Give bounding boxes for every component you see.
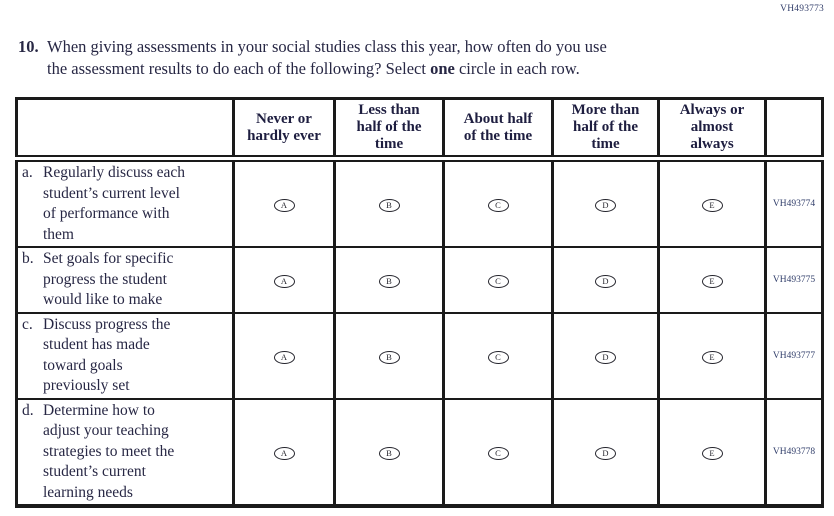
bubble-row-d-option-a[interactable]	[274, 447, 295, 460]
header-line: Less than	[358, 102, 420, 118]
column-header-always-or-almost-always	[659, 99, 766, 159]
row-text: Regularly discuss each student’s current level of performance with them	[43, 164, 186, 243]
bubble-row-c-option-e[interactable]	[702, 351, 723, 364]
row-letter: c.	[22, 315, 33, 333]
option-cell	[335, 159, 444, 248]
bubble-letter: D	[602, 447, 609, 458]
row-letter: a.	[22, 164, 33, 181]
option-cell	[553, 247, 659, 313]
header-line: More than	[571, 102, 640, 118]
option-cell	[444, 247, 553, 313]
row-label-b	[17, 247, 234, 313]
bubble-letter: A	[280, 351, 288, 362]
option-cell	[659, 159, 766, 248]
header-line: half of the	[573, 119, 638, 135]
column-header-about-half	[444, 99, 553, 159]
option-cell	[553, 313, 659, 399]
option-cell	[444, 399, 553, 507]
option-cell	[234, 247, 335, 313]
bubble-letter: D	[602, 351, 609, 362]
option-cell	[444, 159, 553, 248]
header-line: Never or	[256, 110, 312, 127]
row-code-d: VH493778	[766, 399, 823, 507]
option-cell	[553, 399, 659, 507]
option-cell	[659, 313, 766, 399]
row-label-a	[17, 159, 234, 248]
row-label-c	[17, 313, 234, 399]
option-cell	[444, 313, 553, 399]
page-form-code: VH493773	[780, 4, 824, 14]
header-line: About half	[463, 110, 533, 127]
column-header-less-than-half	[335, 99, 444, 159]
question-line-2-bold: one	[430, 59, 455, 78]
table-row-d	[17, 399, 823, 507]
option-cell	[553, 159, 659, 248]
bubble-row-d-option-e[interactable]	[702, 447, 723, 460]
row-label-d	[17, 399, 234, 507]
bubble-row-d-option-d[interactable]	[595, 447, 616, 460]
bubble-letter: C	[495, 447, 501, 458]
bubble-letter: E	[709, 351, 715, 362]
bubble-letter: B	[386, 351, 392, 362]
bubble-row-a-option-b[interactable]	[379, 199, 400, 212]
bubble-row-d-option-c[interactable]	[488, 447, 509, 460]
row-code-a: VH493774	[766, 159, 823, 248]
option-cell	[234, 313, 335, 399]
question-block	[18, 36, 778, 80]
bubble-row-b-option-d[interactable]	[595, 275, 616, 288]
question-line-2-pre: the assessment results to do each of the following? Select	[47, 59, 431, 78]
bubble-letter: A	[280, 200, 288, 210]
table-row-a	[17, 159, 823, 248]
bubble-row-c-option-c[interactable]	[488, 351, 509, 364]
bubble-letter: C	[495, 275, 501, 286]
question-line-1: When giving assessments in your social studies class this year, how often do you use	[47, 37, 607, 56]
bubble-row-c-option-d[interactable]	[595, 351, 616, 364]
table-row-c	[17, 313, 823, 399]
option-cell	[335, 399, 444, 507]
header-line: Always or	[679, 102, 745, 118]
header-code-empty	[766, 99, 823, 159]
header-line: always	[690, 136, 734, 152]
row-text: Set goals for specific progress the student would like to make	[43, 250, 174, 308]
header-line: half of the	[356, 119, 422, 135]
option-cell	[335, 247, 444, 313]
question-line-2	[47, 58, 607, 80]
bubble-row-b-option-b[interactable]	[379, 275, 400, 288]
option-cell	[659, 247, 766, 313]
bubble-row-c-option-a[interactable]	[274, 351, 295, 364]
header-stub-empty	[17, 99, 234, 159]
bubble-letter: E	[709, 447, 715, 458]
bubble-letter: D	[602, 275, 609, 286]
bubble-letter: B	[386, 447, 392, 458]
header-line: hardly ever	[247, 127, 321, 144]
bubble-row-a-option-c[interactable]	[488, 199, 509, 212]
bubble-letter: A	[280, 447, 288, 458]
header-row	[17, 99, 823, 159]
row-text: Determine how to adjust your teaching strategies to meet the student’s current learning needs	[43, 401, 175, 501]
bubble-letter: C	[495, 200, 501, 210]
option-cell	[234, 159, 335, 248]
header-line: of the time	[463, 127, 533, 144]
bubble-letter: B	[386, 275, 392, 286]
bubble-row-b-option-a[interactable]	[274, 275, 295, 288]
bubble-letter: E	[709, 200, 715, 210]
question-number: 10.	[18, 37, 39, 56]
header-line: time	[374, 136, 404, 152]
question-text	[47, 36, 607, 80]
question-line-2-post: circle in each row.	[454, 59, 580, 78]
bubble-letter: C	[495, 351, 501, 362]
row-code-b: VH493775	[766, 247, 823, 313]
row-letter: b.	[22, 250, 34, 267]
bubble-row-b-option-e[interactable]	[702, 275, 723, 288]
bubble-letter: D	[602, 200, 609, 210]
column-header-more-than-half	[553, 99, 659, 159]
option-cell	[335, 313, 444, 399]
header-line: time	[591, 136, 620, 152]
response-table	[15, 97, 824, 508]
bubble-row-c-option-b[interactable]	[379, 351, 400, 364]
bubble-row-a-option-a[interactable]	[274, 199, 295, 212]
option-cell	[659, 399, 766, 507]
bubble-row-a-option-d[interactable]	[595, 199, 616, 212]
bubble-letter: E	[709, 275, 715, 286]
bubble-row-b-option-c[interactable]	[488, 275, 509, 288]
row-text: Discuss progress the student has made toward goals previously set	[43, 315, 171, 394]
bubble-letter: B	[386, 200, 392, 210]
header-line: almost	[690, 119, 734, 135]
row-code-c: VH493777	[766, 313, 823, 399]
bubble-row-a-option-e[interactable]	[702, 199, 723, 212]
row-letter: d.	[22, 401, 34, 419]
column-header-never-or-hardly-ever	[234, 99, 335, 159]
table-row-b	[17, 247, 823, 313]
bubble-letter: A	[280, 275, 288, 286]
option-cell	[234, 399, 335, 507]
bubble-row-d-option-b[interactable]	[379, 447, 400, 460]
